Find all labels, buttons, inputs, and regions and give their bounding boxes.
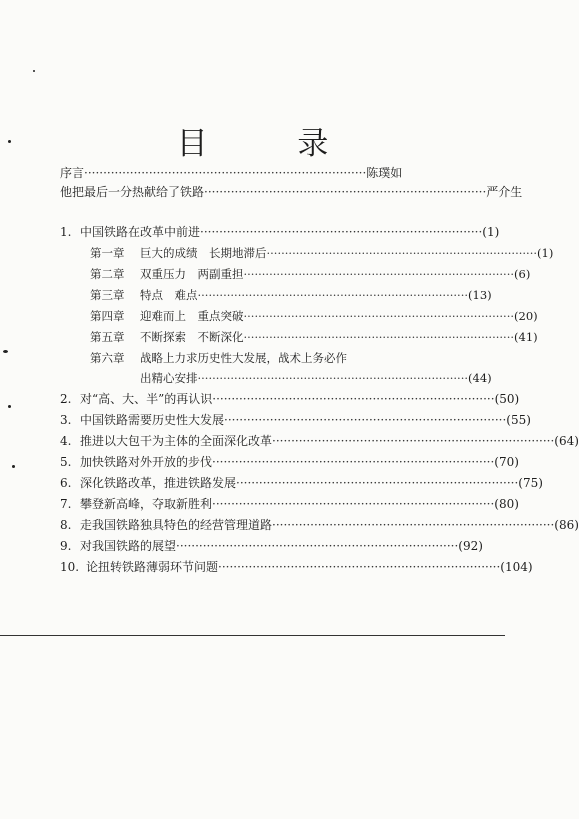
toc-page: (44) <box>468 371 492 385</box>
leader-dots: ·········································································· <box>197 288 469 302</box>
leader-dots: ·········································································· <box>200 225 483 239</box>
toc-entry-title: 序言 <box>60 166 85 180</box>
toc-entry-title: 中国铁路需要历史性大发展 <box>80 413 225 427</box>
toc-entry-title: 走我国铁路独具特色的经营管理道路 <box>80 518 273 532</box>
toc-entry-title: 特点 难点 <box>140 288 198 302</box>
toc-entry[interactable] <box>60 391 520 407</box>
toc-page: (86) <box>554 518 579 532</box>
leader-dots: ·········································································· <box>197 371 469 385</box>
toc-author: 陈璞如 <box>366 166 403 180</box>
leader-dots: ·········································································· <box>236 476 519 490</box>
toc-number: 9. <box>60 539 72 553</box>
toc-author: 严介生 <box>486 185 523 199</box>
toc-entry-title: 对“高、大、半”的再认识 <box>80 392 213 406</box>
toc-chapter-entry[interactable] <box>90 245 554 261</box>
chapter-label: 第二章 <box>90 267 125 281</box>
leader-dots: ·········································································· <box>272 518 555 532</box>
toc-entry-title: 攀登新高峰，夺取新胜利 <box>80 497 213 511</box>
toc-entry[interactable] <box>60 224 500 240</box>
toc-entry[interactable] <box>60 559 533 575</box>
toc-entry-title: 他把最后一分热献给了铁路 <box>60 185 205 199</box>
leader-dots: ·········································································· <box>218 560 501 574</box>
leader-dots: ·········································································· <box>243 309 515 323</box>
toc-chapter-entry[interactable] <box>90 329 538 345</box>
chapter-label: 第一章 <box>90 246 125 260</box>
toc-preface-row[interactable] <box>60 184 523 200</box>
leader-dots: ·········································································· <box>272 434 555 448</box>
page-rule <box>0 635 505 636</box>
toc-entry-title: 出精心安排 <box>140 371 198 385</box>
leader-dots: ·········································································· <box>176 539 459 553</box>
chapter-label: 第五章 <box>90 330 125 344</box>
toc-number: 8. <box>60 518 72 532</box>
chapter-label: 第六章 <box>90 351 125 365</box>
toc-page: (75) <box>518 476 543 490</box>
leader-dots: ·········································································· <box>243 330 515 344</box>
toc-entry-title: 双重压力 两副重担 <box>140 267 244 281</box>
toc-entry-title: 论扭转铁路薄弱环节问题 <box>86 560 219 574</box>
toc-entry-title: 对我国铁路的展望 <box>80 539 177 553</box>
toc-page: (64) <box>554 434 579 448</box>
toc-entry[interactable] <box>60 517 579 533</box>
toc-number: 4. <box>60 434 72 448</box>
toc-number: 2. <box>60 392 72 406</box>
toc-number: 1. <box>60 225 72 239</box>
scan-speck <box>8 140 11 143</box>
toc-page: (13) <box>468 288 492 302</box>
toc-page: (41) <box>514 330 538 344</box>
leader-dots: ·········································································· <box>212 392 495 406</box>
leader-dots: ·········································································· <box>212 497 495 511</box>
toc-entry[interactable] <box>60 475 543 491</box>
leader-dots: ·········································································· <box>224 413 507 427</box>
toc-entry-title: 巨大的成绩 长期地滞后 <box>140 246 267 260</box>
toc-chapter-entry[interactable] <box>90 308 538 324</box>
toc-chapter-entry[interactable] <box>90 350 400 366</box>
toc-preface-row[interactable] <box>60 165 403 181</box>
toc-page: (20) <box>514 309 538 323</box>
toc-entry-title: 加快铁路对外开放的步伐 <box>80 455 213 469</box>
toc-entry[interactable] <box>60 538 483 554</box>
leader-dots: ·········································································· <box>212 455 495 469</box>
toc-page: (6) <box>514 267 531 281</box>
toc-entry-title: 不断探索 不断深化 <box>140 330 244 344</box>
toc-chapter-entry[interactable] <box>90 287 492 303</box>
toc-entry[interactable] <box>60 433 579 449</box>
toc-page: (104) <box>500 560 533 574</box>
toc-entry-title: 中国铁路在改革中前进 <box>80 225 201 239</box>
scan-speck <box>8 405 11 408</box>
toc-number: 3. <box>60 413 72 427</box>
toc-chapter-continuation[interactable] <box>140 370 492 386</box>
toc-number: 10. <box>60 560 80 574</box>
toc-entry[interactable] <box>60 412 531 428</box>
scan-speck <box>33 70 35 72</box>
leader-dots: ·········································································· <box>204 185 487 199</box>
toc-entry[interactable] <box>60 454 519 470</box>
toc-number: 7. <box>60 497 72 511</box>
toc-entry[interactable] <box>60 496 519 512</box>
toc-entry-title: 深化铁路改革，推进铁路发展 <box>80 476 237 490</box>
toc-page: (1) <box>537 246 554 260</box>
toc-entry-title: 迎难而上 重点突破 <box>140 309 244 323</box>
chapter-label: 第三章 <box>90 288 125 302</box>
scan-speck <box>3 350 8 353</box>
toc-chapter-entry[interactable] <box>90 266 531 282</box>
toc-entry-title: 战略上力求历史性大发展，战术上务必作 <box>140 351 347 365</box>
toc-page: (80) <box>494 497 519 511</box>
toc-number: 5. <box>60 455 72 469</box>
toc-page: (50) <box>494 392 520 406</box>
toc-entry-title: 推进以大包干为主体的全面深化改革 <box>80 434 273 448</box>
leader-dots: ·········································································· <box>84 166 367 180</box>
toc-number: 6. <box>60 476 72 490</box>
toc-page: (92) <box>458 539 483 553</box>
toc-page: (55) <box>506 413 531 427</box>
chapter-label: 第四章 <box>90 309 125 323</box>
leader-dots: ·········································································· <box>243 267 515 281</box>
leader-dots: ·········································································· <box>266 246 538 260</box>
toc-page: (70) <box>494 455 519 469</box>
toc-page: (1) <box>482 225 500 239</box>
page-title: 目 录 <box>176 126 369 162</box>
scan-speck <box>12 465 15 468</box>
